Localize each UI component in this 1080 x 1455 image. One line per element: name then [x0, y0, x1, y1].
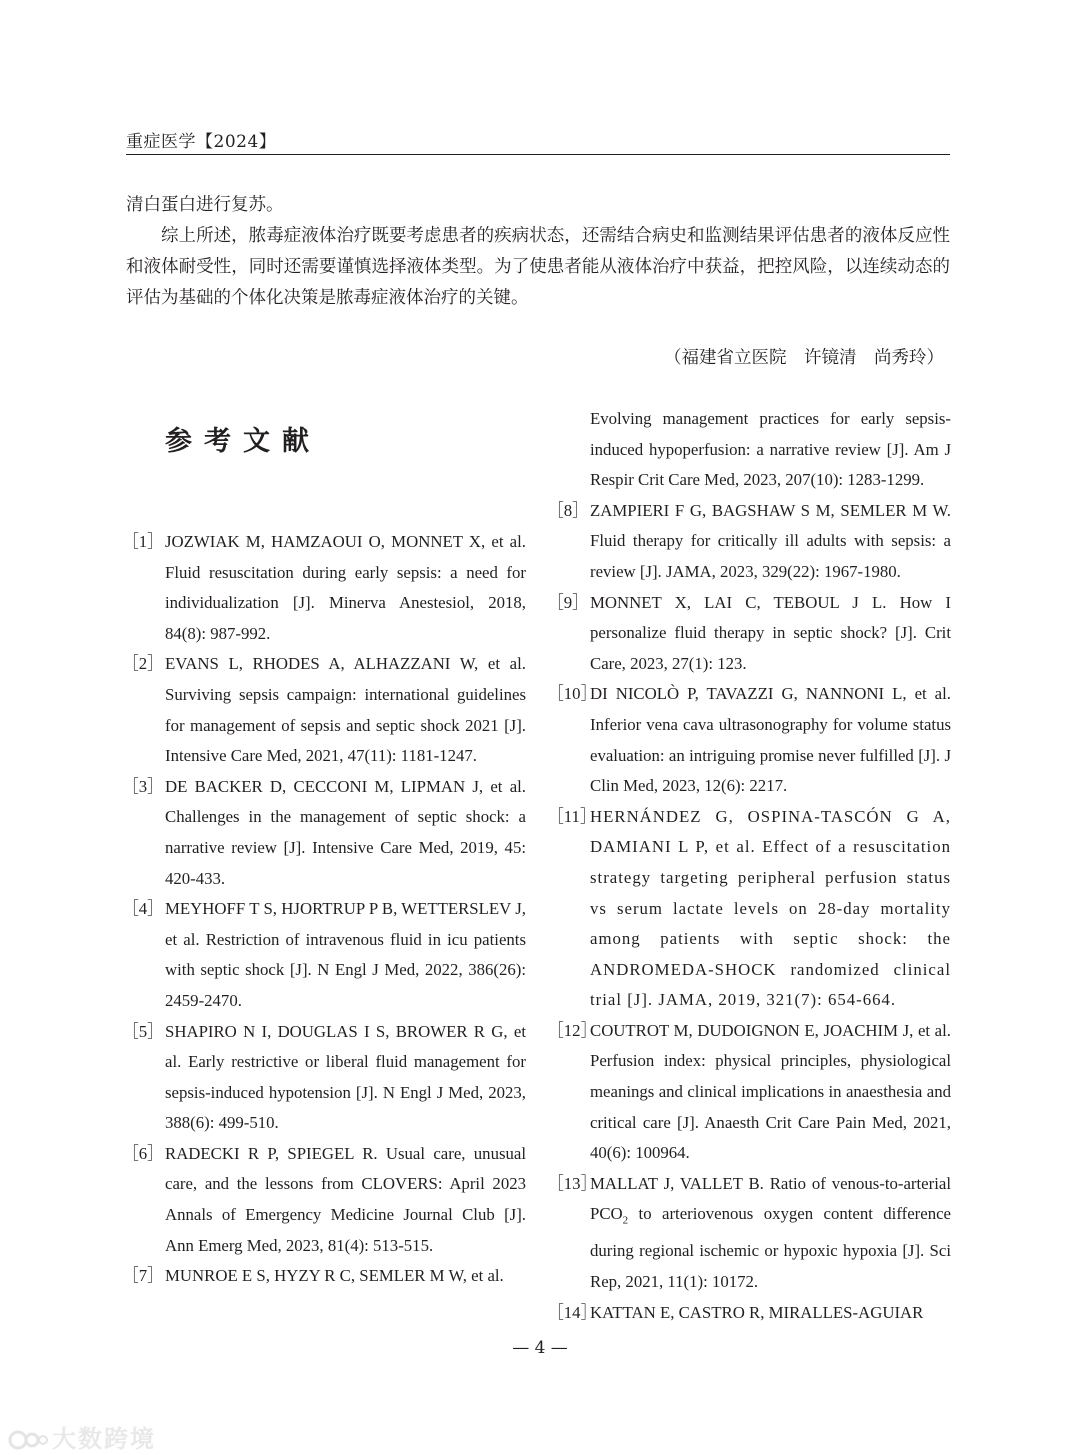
- reference-item: [122, 1139, 526, 1261]
- paragraph-1: 清白蛋白进行复苏。: [126, 195, 284, 215]
- reference-text: EVANS L, RHODES A, ALHAZZANI W, et al. Surviving sepsis campaign: international guidelines for management of sepsis and septic shock 2021 [J]. Intensive Care Med, 2021, 47(11): 1181-1247.: [165, 654, 526, 766]
- paragraph-2: 综上所述，脓毒症液体治疗既要考虑患者的疾病状态，还需结合病史和监测结果评估患者的液体反应性和液体耐受性，同时还需要谨慎选择液体类型。为了使患者能从液体治疗中获益，把控风险，以连续动态的评估为基础的个体化决策是脓毒症液体治疗的关键。: [126, 226, 950, 308]
- reference-text-part: MALLAT J, VALLET B. Ratio of venous-to-arterial PCO: [590, 1173, 951, 1224]
- references-right-column: [547, 404, 951, 1328]
- reference-number: ［2］: [122, 654, 164, 674]
- reference-number: ［11］: [547, 806, 597, 826]
- reference-number: ［3］: [122, 776, 164, 796]
- reference-number: ［12］: [547, 1020, 598, 1040]
- reference-item: [122, 649, 526, 771]
- reference-item: [122, 1261, 526, 1292]
- reference-text: KATTAN E, CASTRO R, MIRALLES-AGUIAR: [590, 1302, 924, 1322]
- reference-number: ［7］: [122, 1266, 164, 1286]
- reference-text: MUNROE E S, HYZY R C, SEMLER M W, et al.: [165, 1266, 504, 1286]
- reference-item: [547, 1298, 951, 1329]
- reference-text: HERNÁNDEZ G, OSPINA-TASCÓN G A, DAMIANI L P, et al. Effect of a resuscitation strategy targeting peripheral perfusion status vs serum lactate levels on 28-day mortality among patients with septic shock: the ANDROMEDA-SHOCK randomized clinical trial [J]. JAMA, 2019, 321(7): 654-664.: [590, 806, 951, 1010]
- reference-item: [122, 894, 526, 1016]
- reference-number: ［14］: [547, 1302, 598, 1322]
- references-title: 参考文献: [165, 426, 321, 457]
- subscript: 2: [622, 1214, 629, 1227]
- reference-item: [122, 772, 526, 894]
- reference-number: ［8］: [547, 500, 589, 520]
- reference-item: [547, 588, 951, 680]
- reference-number: ［10］: [547, 684, 598, 704]
- reference-item: [122, 1017, 526, 1139]
- author-signature: （福建省立医院 许镜清 尚秀玲）: [664, 348, 944, 368]
- reference-text: DE BACKER D, CECCONI M, LIPMAN J, et al. Challenges in the management of septic shock: a narrative review [J]. Intensive Care Med, 2019, 45: 420-433.: [165, 776, 526, 888]
- body-text: [126, 190, 950, 314]
- reference-number: ［9］: [547, 592, 589, 612]
- header-rule: [126, 154, 950, 155]
- page-number: — 4 —: [512, 1338, 568, 1358]
- reference-text: [590, 1169, 951, 1298]
- watermark: [8, 1419, 156, 1454]
- reference-item: [122, 527, 526, 649]
- reference-text: RADECKI R P, SPIEGEL R. Usual care, unusual care, and the lessons from CLOVERS: April 2023 Annals of Emergency Medicine Journal Club [J]. Ann Emerg Med, 2023, 81(4): 513-515.: [165, 1143, 526, 1255]
- reference-text: ZAMPIERI F G, BAGSHAW S M, SEMLER M W. Fluid therapy for critically ill adults with sepsis: a review [J]. JAMA, 2023, 329(22): 1967-1980.: [590, 500, 951, 581]
- reference-number: ［6］: [122, 1143, 164, 1163]
- reference-text: COUTROT M, DUDOIGNON E, JOACHIM J, et al. Perfusion index: physical principles, physiological meanings and clinical implications in anaesthesia and critical care [J]. Anaesth Crit Care Pain Med, 2021, 40(6): 100964.: [590, 1020, 951, 1163]
- reference-text: Evolving management practices for early sepsis-induced hypoperfusion: a narrative review [J]. Am J Respir Crit Care Med, 2023, 207(10): 1283-1299.: [590, 409, 951, 490]
- reference-item: [547, 496, 951, 588]
- reference-text: SHAPIRO N I, DOUGLAS I S, BROWER R G, et al. Early restrictive or liberal fluid management for sepsis-induced hypotension [J]. N Engl J Med, 2023, 388(6): 499-510.: [165, 1021, 526, 1133]
- reference-item: [547, 1169, 951, 1298]
- references-left-column: [122, 527, 526, 1292]
- running-header: 重症医学【2024】: [126, 132, 277, 152]
- reference-item: [547, 679, 951, 801]
- reference-text-part: to arteriovenous oxygen content difference during regional ischemic or hypoxic hypoxia [J]. Sci Rep, 2021, 11(1): 10172.: [590, 1204, 951, 1291]
- reference-text: MEYHOFF T S, HJORTRUP P B, WETTERSLEV J, et al. Restriction of intravenous fluid in icu patients with septic shock [J]. N Engl J Med, 2022, 386(26): 2459-2470.: [165, 899, 526, 1010]
- watermark-logo-icon: [8, 1428, 48, 1452]
- reference-number: ［5］: [122, 1021, 164, 1041]
- reference-number: ［4］: [122, 899, 164, 919]
- reference-number: ［13］: [547, 1173, 598, 1193]
- reference-text: DI NICOLÒ P, TAVAZZI G, NANNONI L, et al. Inferior vena cava ultrasonography for volume status evaluation: an intriguing promise never fulfilled [J]. J Clin Med, 2023, 12(6): 2217.: [590, 684, 951, 796]
- watermark-text: 大数跨境: [52, 1425, 156, 1453]
- reference-text: MONNET X, LAI C, TEBOUL J L. How I personalize fluid therapy in septic shock? [J]. Crit Care, 2023, 27(1): 123.: [590, 592, 951, 673]
- reference-number: ［1］: [122, 532, 164, 551]
- reference-item-continued: [547, 404, 951, 496]
- reference-item: [547, 1016, 951, 1169]
- reference-text: JOZWIAK M, HAMZAOUI O, MONNET X, et al. Fluid resuscitation during early sepsis: a need for individualization [J]. Minerva Anestesiol, 2018, 84(8): 987-992.: [165, 532, 526, 643]
- reference-item: [547, 802, 951, 1016]
